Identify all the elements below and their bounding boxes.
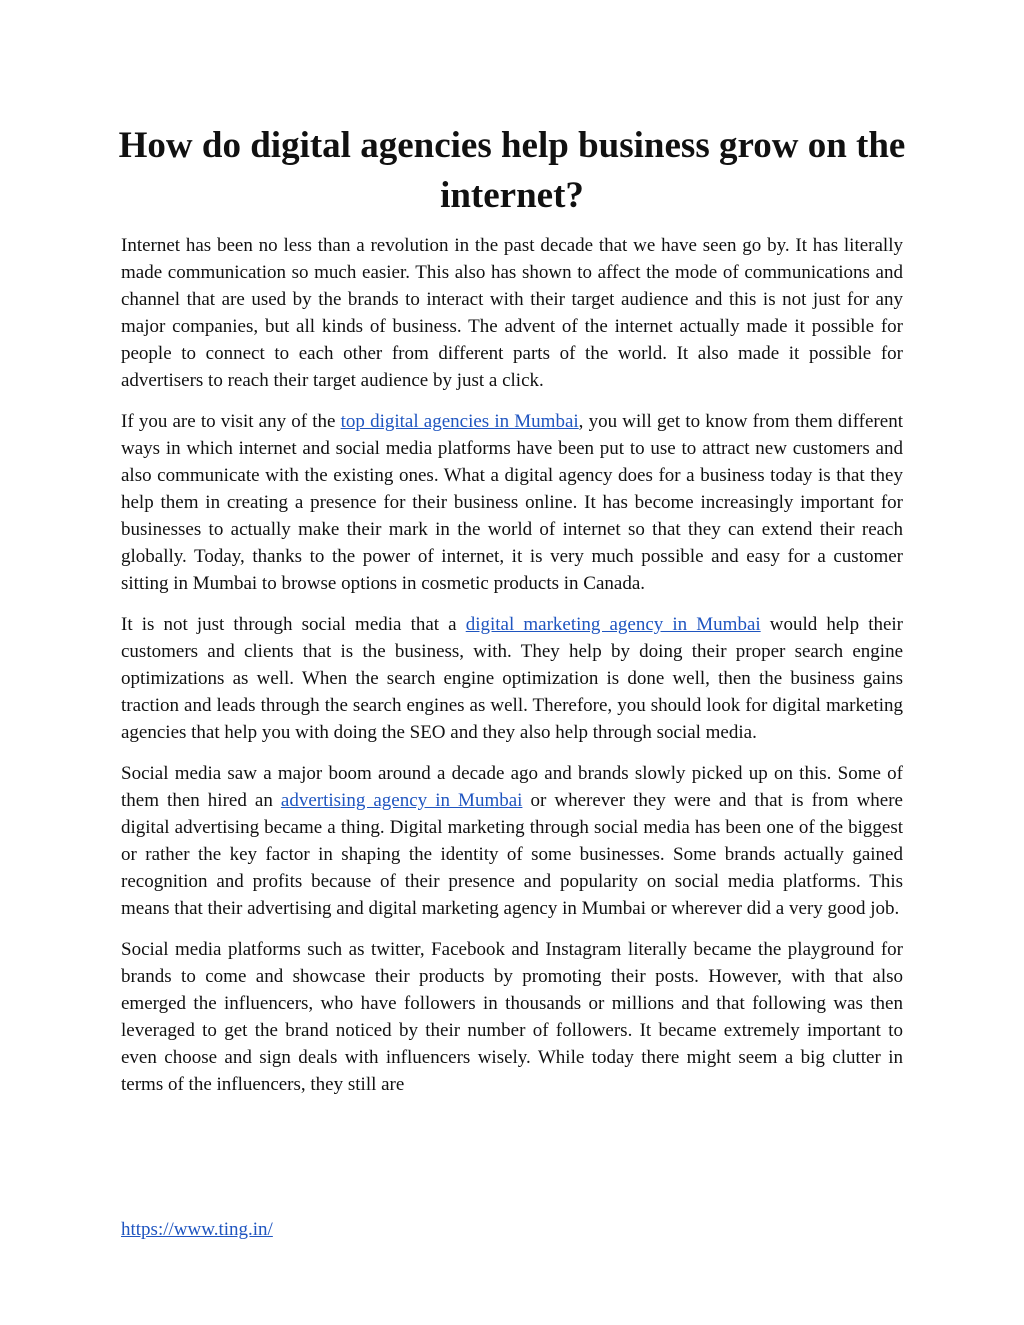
advertising-agency-link[interactable]: advertising agency in Mumbai xyxy=(280,790,523,811)
paragraph-4-text-end: or wherever they were and that is from where digital advertising became a thing. Digital marketing through social media has been one of the biggest or rather the key factor in shaping the identity of some businesses. Some brands actually gained recognition and profits because of their presence and popularity on social media platforms. This means that their advertising and digital marketing agency in Mumbai or wherever did a very good job. xyxy=(121,790,903,919)
paragraph-2-text-end: , you will get to know from them different ways in which internet and social media platforms have been put to use to attract new customers and also communicate with the existing ones. What a digital agency does for a business today is that they help them in creating a presence for their business online. It has become increasingly important for businesses to actually make their mark in the world of internet so that they can extend their reach globally. Today, thanks to the power of internet, it is very much possible and easy for a customer sitting in Mumbai to browse options in cosmetic products in Canada. xyxy=(121,411,903,594)
paragraph-3 xyxy=(121,611,903,746)
paragraph-4-text-start: Social media saw a major boom around a decade ago and brands slowly picked up on this. Some of them then hired an xyxy=(121,763,903,811)
page-title: How do digital agencies help business grow on the internet? xyxy=(118,125,906,216)
paragraph-5: Social media platforms such as twitter, Facebook and Instagram literally became the playground for brands to come and showcase their products by promoting their posts. However, with that also emerged the influencers, who have followers in thousands or millions and that following was then leveraged to get the brand noticed by their number of followers. It became extremely important to even choose and sign deals with influencers wisely. While today there might seem a big clutter in terms of the influencers, they still are xyxy=(121,939,903,1095)
paragraph-3-text-start: It is not just through social media that a xyxy=(121,614,466,635)
footer-website-link[interactable]: https://www.ting.in/ xyxy=(121,1219,273,1240)
top-digital-agencies-link[interactable]: top digital agencies in Mumbai xyxy=(340,411,579,432)
digital-marketing-agency-link[interactable]: digital marketing agency in Mumbai xyxy=(465,614,761,635)
paragraph-4 xyxy=(121,760,903,922)
paragraph-2-text-start: If you are to visit any of the xyxy=(121,411,341,432)
document-body xyxy=(121,232,903,1112)
paragraph-1: Internet has been no less than a revolution in the past decade that we have seen go by. It has literally made communication so much easier. This also has shown to affect the mode of communications and channel that are used by the brands to interact with their target audience and this is not just for any major companies, but all kinds of business. The advent of the internet actually made it possible for people to connect to each other from different parts of the world. It also made it possible for advertisers to reach their target audience by just a click. xyxy=(121,235,903,391)
paragraph-3-text-end: would help their customers and clients that is the business, with. They help by doing their proper search engine optimizations as well. When the search engine optimization is done well, then the business gains traction and leads through the search engines as well. Therefore, you should look for digital marketing agencies that help you with doing the SEO and they also help through social media. xyxy=(121,614,904,743)
paragraph-2 xyxy=(121,408,903,597)
